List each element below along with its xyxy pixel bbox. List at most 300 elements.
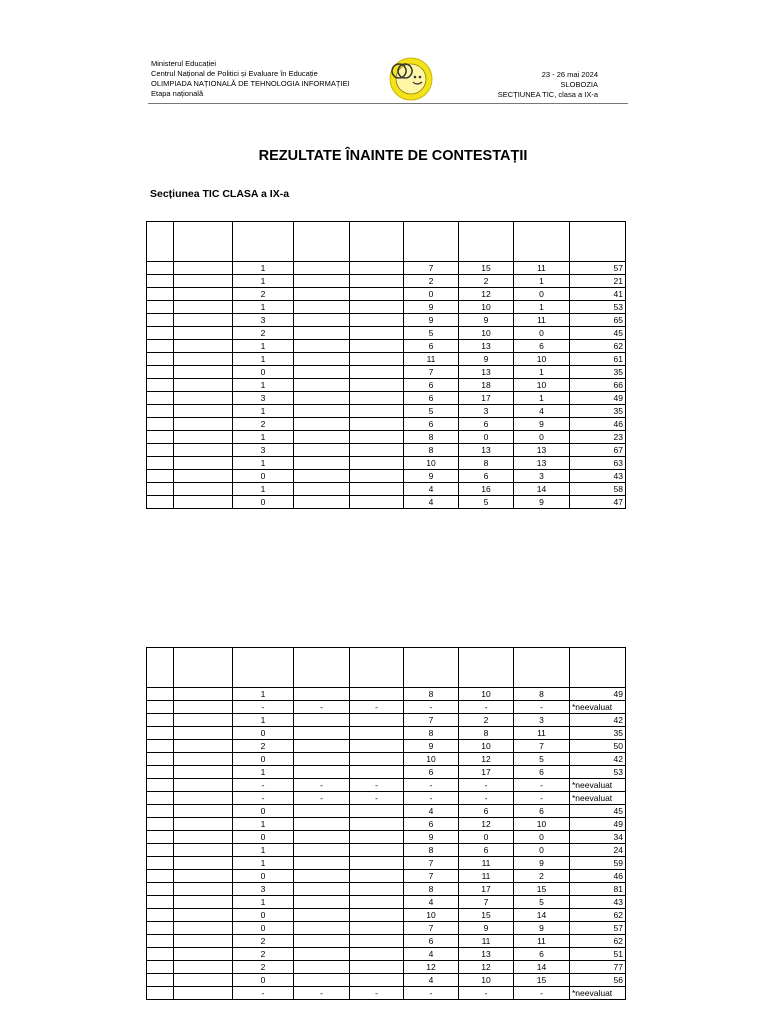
score-cell [294, 922, 350, 935]
empty-cell [174, 844, 233, 857]
empty-cell [174, 961, 233, 974]
header-cell [350, 222, 404, 262]
score-cell [294, 301, 350, 314]
header-cell [147, 222, 174, 262]
empty-cell [147, 483, 174, 496]
total-score-cell: 23 [570, 431, 626, 444]
score-cell: 8 [404, 727, 459, 740]
table-header-row [147, 648, 626, 688]
empty-cell [174, 379, 233, 392]
score-cell [350, 714, 404, 727]
empty-cell [174, 831, 233, 844]
score-cell: - [459, 987, 514, 1000]
score-cell: 0 [233, 909, 294, 922]
score-cell: 1 [233, 379, 294, 392]
score-cell: - [514, 792, 570, 805]
empty-cell [147, 314, 174, 327]
score-cell: 10 [459, 301, 514, 314]
header-cell [459, 222, 514, 262]
header-cell [570, 648, 626, 688]
score-cell: 5 [459, 496, 514, 509]
score-cell: 0 [514, 327, 570, 340]
score-cell: 9 [514, 496, 570, 509]
header-left-line: Centrul Național de Politici și Evaluare în Educație [151, 69, 318, 78]
score-cell: 6 [459, 844, 514, 857]
score-cell: 6 [514, 766, 570, 779]
score-cell: 8 [404, 688, 459, 701]
score-cell: 8 [404, 431, 459, 444]
score-cell: 10 [459, 974, 514, 987]
score-cell: 18 [459, 379, 514, 392]
empty-cell [147, 405, 174, 418]
score-cell: 4 [404, 948, 459, 961]
score-cell [350, 857, 404, 870]
empty-cell [174, 987, 233, 1000]
score-cell: 6 [404, 818, 459, 831]
empty-cell [147, 496, 174, 509]
score-cell: 2 [233, 327, 294, 340]
score-cell [350, 405, 404, 418]
page-title: REZULTATE ÎNAINTE DE CONTESTAȚII [258, 148, 528, 164]
score-cell: 11 [459, 935, 514, 948]
empty-cell [147, 353, 174, 366]
score-cell: - [514, 987, 570, 1000]
score-cell: 10 [459, 688, 514, 701]
empty-cell [174, 701, 233, 714]
table-row [147, 922, 626, 935]
score-cell: 7 [404, 922, 459, 935]
score-cell [294, 366, 350, 379]
header-right-line: 23 - 26 mai 2024 [541, 70, 598, 79]
score-cell: - [294, 701, 350, 714]
total-score-cell: 57 [570, 922, 626, 935]
total-score-cell: 45 [570, 327, 626, 340]
score-cell: 12 [459, 753, 514, 766]
score-cell: 3 [233, 444, 294, 457]
empty-cell [147, 366, 174, 379]
empty-cell [147, 418, 174, 431]
total-score-cell: 35 [570, 727, 626, 740]
score-cell: 10 [514, 353, 570, 366]
table-row [147, 275, 626, 288]
score-cell: 7 [404, 857, 459, 870]
empty-cell [147, 909, 174, 922]
score-cell: 8 [514, 688, 570, 701]
empty-cell [147, 431, 174, 444]
header-cell [174, 222, 233, 262]
total-score-cell: *neevaluat [570, 779, 626, 792]
score-cell [294, 727, 350, 740]
total-score-cell: 21 [570, 275, 626, 288]
score-cell: 10 [459, 327, 514, 340]
score-cell: 2 [404, 275, 459, 288]
header-cell [404, 222, 459, 262]
header-cell [514, 648, 570, 688]
score-cell [294, 483, 350, 496]
score-cell [350, 740, 404, 753]
score-cell [294, 935, 350, 948]
empty-cell [174, 366, 233, 379]
empty-cell [174, 805, 233, 818]
score-cell [294, 418, 350, 431]
score-cell: 0 [459, 431, 514, 444]
table-row [147, 340, 626, 353]
empty-cell [174, 948, 233, 961]
total-score-cell: 47 [570, 496, 626, 509]
empty-cell [147, 392, 174, 405]
total-score-cell: 59 [570, 857, 626, 870]
score-cell: - [233, 701, 294, 714]
total-score-cell: 58 [570, 483, 626, 496]
score-cell [294, 392, 350, 405]
score-cell [350, 688, 404, 701]
score-cell [294, 314, 350, 327]
score-cell: 6 [404, 766, 459, 779]
empty-cell [147, 470, 174, 483]
score-cell: 4 [404, 805, 459, 818]
empty-cell [174, 818, 233, 831]
score-cell: 2 [233, 288, 294, 301]
score-cell: 8 [404, 844, 459, 857]
total-score-cell: 24 [570, 844, 626, 857]
total-score-cell: 65 [570, 314, 626, 327]
score-cell: 10 [404, 753, 459, 766]
header-cell [174, 648, 233, 688]
score-cell: 6 [514, 805, 570, 818]
score-cell: - [350, 779, 404, 792]
header-cell [294, 648, 350, 688]
empty-cell [147, 896, 174, 909]
score-cell: 1 [514, 275, 570, 288]
score-cell [350, 444, 404, 457]
score-cell: 3 [459, 405, 514, 418]
score-cell: - [404, 701, 459, 714]
total-score-cell: 35 [570, 405, 626, 418]
section-subtitle: Secțiunea TIC CLASA a IX-a [150, 188, 290, 200]
score-cell [294, 431, 350, 444]
score-cell: 6 [404, 340, 459, 353]
empty-cell [147, 935, 174, 948]
empty-cell [174, 857, 233, 870]
total-score-cell: 42 [570, 753, 626, 766]
score-cell: 13 [514, 444, 570, 457]
score-cell [350, 961, 404, 974]
header-cell [147, 648, 174, 688]
score-cell: 9 [404, 314, 459, 327]
empty-cell [147, 961, 174, 974]
score-cell: 0 [233, 805, 294, 818]
score-cell: 1 [233, 275, 294, 288]
score-cell: 4 [514, 405, 570, 418]
header-cell [350, 648, 404, 688]
score-cell: 1 [233, 857, 294, 870]
total-score-cell: 81 [570, 883, 626, 896]
header-cell [233, 222, 294, 262]
score-cell: 17 [459, 766, 514, 779]
empty-cell [147, 701, 174, 714]
score-cell: 8 [459, 457, 514, 470]
table-row [147, 392, 626, 405]
score-cell: 0 [404, 288, 459, 301]
total-score-cell: 45 [570, 805, 626, 818]
score-cell [294, 714, 350, 727]
olympiad-smiley-logo-icon [386, 56, 436, 102]
score-cell: 0 [514, 288, 570, 301]
empty-cell [174, 444, 233, 457]
score-cell: 1 [233, 262, 294, 275]
score-cell: 9 [404, 470, 459, 483]
table-row [147, 431, 626, 444]
total-score-cell: 49 [570, 688, 626, 701]
score-cell [350, 496, 404, 509]
score-cell: 5 [404, 405, 459, 418]
score-cell: 1 [233, 301, 294, 314]
score-cell [350, 340, 404, 353]
score-cell [350, 883, 404, 896]
empty-cell [174, 288, 233, 301]
empty-cell [147, 740, 174, 753]
score-cell: 6 [404, 392, 459, 405]
empty-cell [174, 779, 233, 792]
score-cell: 2 [459, 714, 514, 727]
empty-cell [174, 740, 233, 753]
score-cell [294, 379, 350, 392]
score-cell: 9 [514, 418, 570, 431]
empty-cell [174, 353, 233, 366]
score-cell: - [459, 779, 514, 792]
table-row [147, 727, 626, 740]
score-cell [350, 327, 404, 340]
score-cell [350, 805, 404, 818]
score-cell: 3 [233, 392, 294, 405]
score-cell [350, 948, 404, 961]
header-divider [148, 103, 628, 104]
header-cell [404, 648, 459, 688]
score-cell: 0 [233, 870, 294, 883]
score-cell: 17 [459, 392, 514, 405]
score-cell: 6 [404, 418, 459, 431]
score-cell: - [294, 779, 350, 792]
score-cell [294, 766, 350, 779]
table-row [147, 470, 626, 483]
score-cell [350, 727, 404, 740]
table-row [147, 896, 626, 909]
score-cell [294, 275, 350, 288]
table-row [147, 974, 626, 987]
empty-cell [174, 457, 233, 470]
total-score-cell: 49 [570, 392, 626, 405]
score-cell: 0 [233, 496, 294, 509]
score-cell: 11 [514, 727, 570, 740]
header-right-line: SECȚIUNEA TIC, clasa a IX-a [497, 90, 598, 99]
score-cell: - [233, 779, 294, 792]
score-cell [294, 688, 350, 701]
score-cell: 4 [404, 483, 459, 496]
header-cell [233, 648, 294, 688]
empty-cell [174, 314, 233, 327]
score-cell: 14 [514, 909, 570, 922]
score-cell: 9 [404, 831, 459, 844]
score-cell: 5 [514, 896, 570, 909]
total-score-cell: 43 [570, 470, 626, 483]
score-cell [294, 844, 350, 857]
score-cell [350, 753, 404, 766]
score-cell: 8 [404, 444, 459, 457]
score-cell [294, 961, 350, 974]
total-score-cell: 62 [570, 909, 626, 922]
score-cell: - [233, 987, 294, 1000]
header-event-info [498, 70, 598, 100]
total-score-cell: 66 [570, 379, 626, 392]
score-cell: 0 [233, 922, 294, 935]
score-cell [350, 262, 404, 275]
empty-cell [147, 327, 174, 340]
empty-cell [147, 805, 174, 818]
empty-cell [147, 792, 174, 805]
table-row [147, 418, 626, 431]
empty-cell [174, 483, 233, 496]
empty-cell [147, 714, 174, 727]
score-cell: - [404, 779, 459, 792]
score-cell [294, 948, 350, 961]
score-cell: 13 [514, 457, 570, 470]
score-cell [294, 883, 350, 896]
empty-cell [147, 844, 174, 857]
empty-cell [174, 714, 233, 727]
empty-cell [147, 870, 174, 883]
table-row [147, 883, 626, 896]
score-cell [294, 805, 350, 818]
table-row [147, 288, 626, 301]
score-cell: 7 [459, 896, 514, 909]
total-score-cell: 46 [570, 418, 626, 431]
score-cell: 11 [459, 870, 514, 883]
score-cell: 9 [459, 922, 514, 935]
score-cell: 1 [233, 818, 294, 831]
total-score-cell: 53 [570, 766, 626, 779]
total-score-cell: 49 [570, 818, 626, 831]
score-cell [350, 301, 404, 314]
table-row [147, 870, 626, 883]
score-cell: 6 [404, 379, 459, 392]
score-cell [350, 379, 404, 392]
score-cell: 2 [514, 870, 570, 883]
score-cell: 7 [404, 262, 459, 275]
empty-cell [174, 405, 233, 418]
score-cell [350, 935, 404, 948]
score-cell: 3 [233, 883, 294, 896]
table-row [147, 444, 626, 457]
score-cell: 0 [233, 727, 294, 740]
score-cell [294, 818, 350, 831]
score-cell: 0 [233, 366, 294, 379]
score-cell [294, 753, 350, 766]
score-cell: 15 [459, 262, 514, 275]
empty-cell [147, 922, 174, 935]
score-cell: 11 [514, 262, 570, 275]
score-cell: 1 [233, 714, 294, 727]
header-right-line: SLOBOZIA [560, 80, 598, 89]
table-row [147, 766, 626, 779]
score-cell: - [294, 987, 350, 1000]
table-row [147, 496, 626, 509]
table-row [147, 844, 626, 857]
total-score-cell: 67 [570, 444, 626, 457]
total-score-cell: 42 [570, 714, 626, 727]
score-cell: 13 [459, 444, 514, 457]
header-left-line: Ministerul Educației [151, 59, 217, 68]
table-row [147, 405, 626, 418]
score-cell: 1 [233, 844, 294, 857]
score-cell [350, 457, 404, 470]
empty-cell [174, 766, 233, 779]
total-score-cell: 50 [570, 740, 626, 753]
score-cell: 3 [233, 314, 294, 327]
score-cell: 0 [514, 844, 570, 857]
total-score-cell: *neevaluat [570, 987, 626, 1000]
score-cell: 1 [233, 483, 294, 496]
score-cell [350, 870, 404, 883]
empty-cell [174, 688, 233, 701]
score-cell [350, 418, 404, 431]
empty-cell [147, 340, 174, 353]
total-score-cell: 43 [570, 896, 626, 909]
table-row [147, 262, 626, 275]
table-row [147, 948, 626, 961]
score-cell: 10 [404, 909, 459, 922]
table-header-row [147, 222, 626, 262]
score-cell: 6 [514, 340, 570, 353]
empty-cell [174, 418, 233, 431]
score-cell [294, 470, 350, 483]
empty-cell [174, 262, 233, 275]
header-cell [459, 648, 514, 688]
score-cell: 2 [233, 961, 294, 974]
score-cell: 6 [404, 935, 459, 948]
empty-cell [174, 922, 233, 935]
table-row [147, 327, 626, 340]
score-cell [294, 288, 350, 301]
total-score-cell: 62 [570, 935, 626, 948]
table-row [147, 483, 626, 496]
total-score-cell: 34 [570, 831, 626, 844]
score-cell [350, 909, 404, 922]
score-cell [294, 353, 350, 366]
score-cell: 1 [233, 353, 294, 366]
empty-cell [147, 301, 174, 314]
table-row [147, 714, 626, 727]
score-cell: 6 [459, 805, 514, 818]
empty-cell [147, 262, 174, 275]
table-row [147, 314, 626, 327]
score-cell: 1 [233, 766, 294, 779]
score-cell: 11 [459, 857, 514, 870]
score-cell: 8 [459, 727, 514, 740]
table-row [147, 740, 626, 753]
score-cell [294, 405, 350, 418]
score-cell: - [514, 701, 570, 714]
table-row [147, 818, 626, 831]
empty-cell [147, 883, 174, 896]
empty-cell [174, 340, 233, 353]
total-score-cell: 41 [570, 288, 626, 301]
score-cell: 4 [404, 974, 459, 987]
score-cell [294, 340, 350, 353]
empty-cell [147, 688, 174, 701]
empty-cell [174, 909, 233, 922]
score-cell [294, 831, 350, 844]
score-cell: - [350, 701, 404, 714]
